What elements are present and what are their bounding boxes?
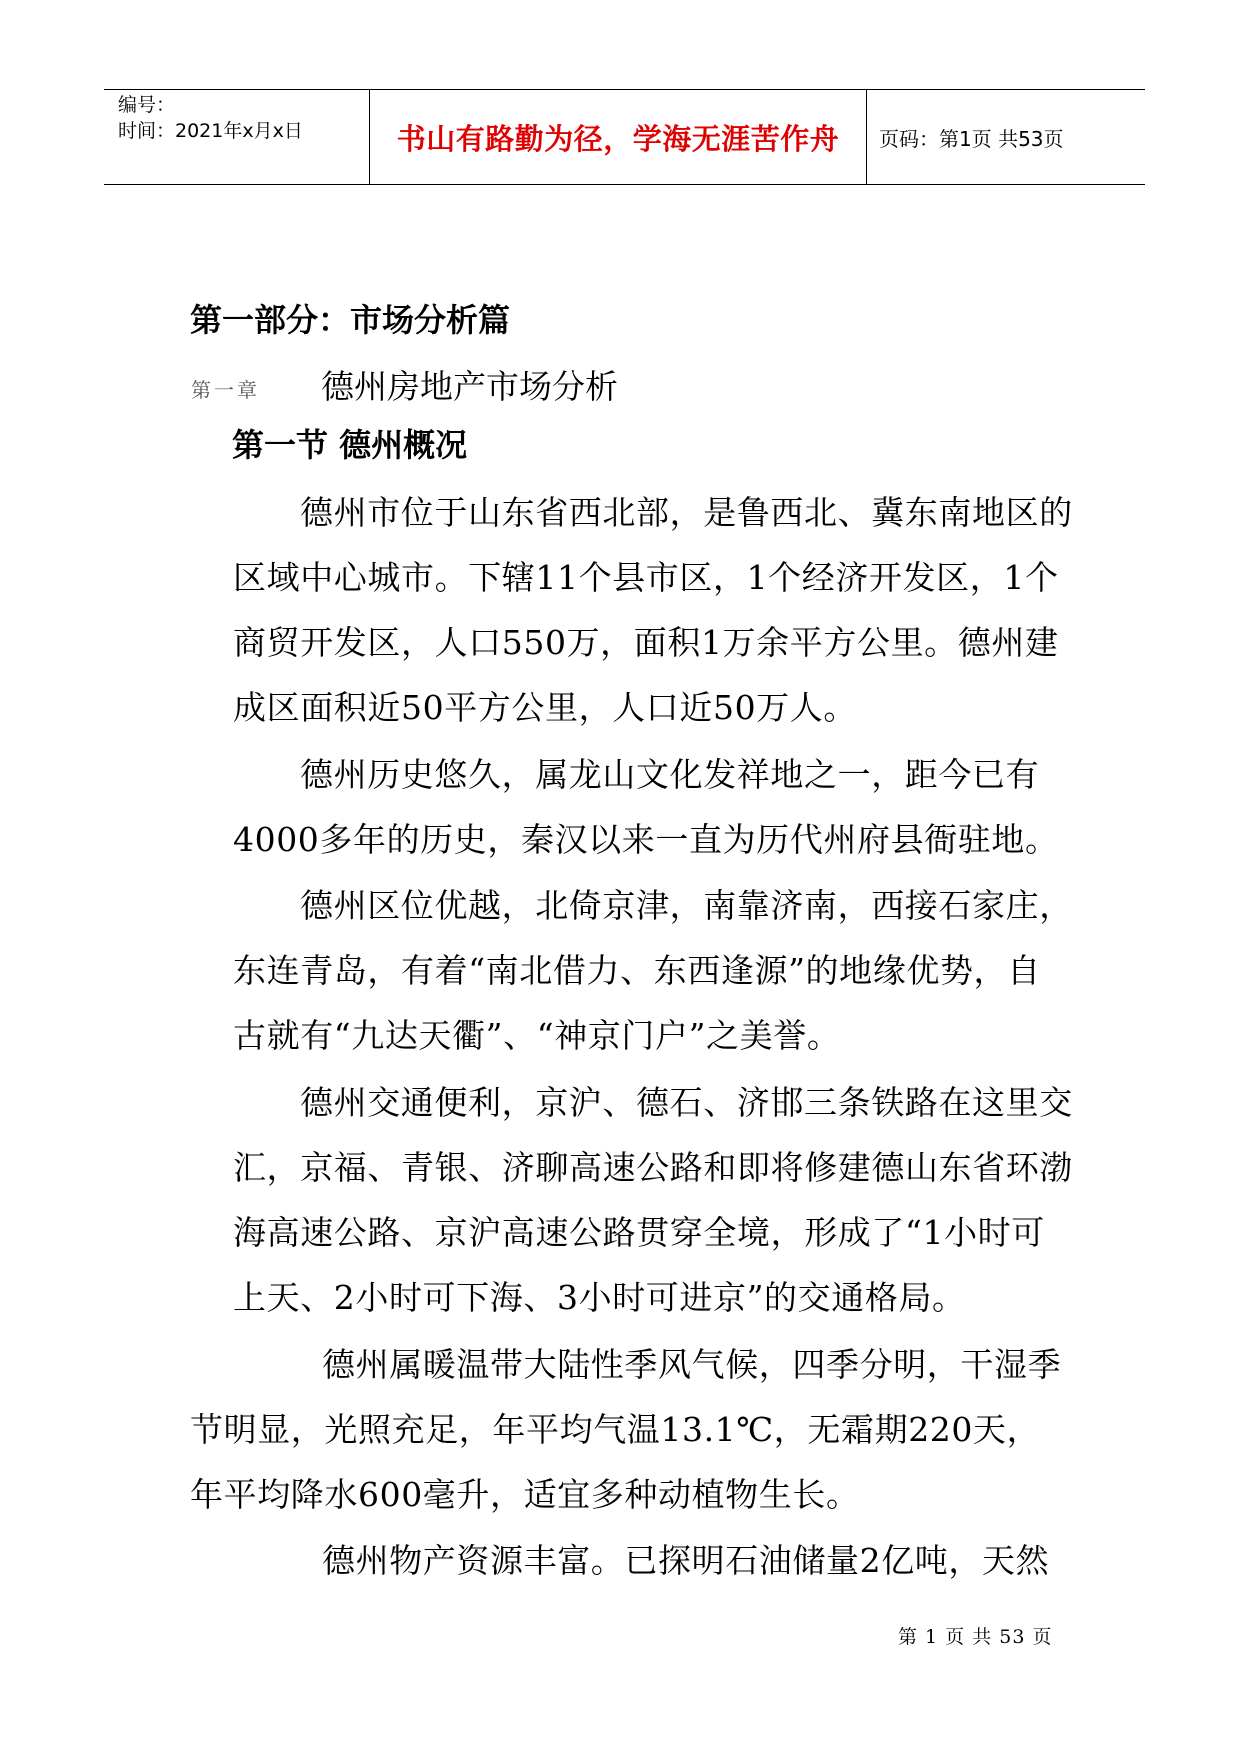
header-page-code: 页码：第1页 共53页 xyxy=(879,126,1064,151)
header-motto: 书山有路勤为径，学海无涯苦作舟 xyxy=(396,121,840,156)
chapter-number: 第一章 xyxy=(191,378,260,402)
chapter-title: 德州房地产市场分析 xyxy=(321,367,618,406)
header-page-cell xyxy=(867,90,1145,184)
section-title: 第一节 德州概况 xyxy=(232,426,468,464)
part-title: 第一部分：市场分析篇 xyxy=(190,301,511,339)
body-line: 成区面积近50平方公里，人口近50万人。 xyxy=(233,688,857,727)
body-line: 上天、2小时可下海、3小时可进京”的交通格局。 xyxy=(233,1278,966,1317)
body-line: 商贸开发区，人口550万，面积1万余平方公里。德州建 xyxy=(233,623,1059,662)
body-line: 德州区位优越，北倚京津，南靠济南，西接石家庄， xyxy=(300,886,1073,925)
document-date-label: 时间：2021年x月x日 xyxy=(118,120,303,142)
page-footer: 第 1 页 共 53 页 xyxy=(898,1626,1053,1648)
body-line: 德州交通便利，京沪、德石、济邯三条铁路在这里交 xyxy=(300,1083,1073,1122)
body-line: 古就有“九达天衢”、“神京门户”之美誉。 xyxy=(233,1016,841,1055)
body-line: 东连青岛，有着“南北借力、东西逢源”的地缘优势，自 xyxy=(233,951,1041,990)
body-line: 年平均降水600毫升，适宜多种动植物生长。 xyxy=(190,1475,860,1514)
page-header xyxy=(104,89,1145,185)
body-line: 节明显，光照充足，年平均气温13.1℃，无霜期220天， xyxy=(190,1410,1041,1449)
body-line: 区域中心城市。下辖11个县市区，1个经济开发区，1个 xyxy=(233,558,1059,597)
header-info-cell xyxy=(104,90,369,184)
document-number-label: 编号： xyxy=(118,94,176,116)
body-line: 汇，京福、青银、济聊高速公路和即将修建德山东省环渤 xyxy=(233,1148,1073,1187)
body-line: 德州物产资源丰富。已探明石油储量2亿吨，天然 xyxy=(322,1541,1050,1580)
body-line: 德州市位于山东省西北部，是鲁西北、冀东南地区的 xyxy=(300,493,1073,532)
body-line: 海高速公路、京沪高速公路贯穿全境，形成了“1小时可 xyxy=(233,1213,1045,1252)
body-line: 德州历史悠久，属龙山文化发祥地之一，距今已有 xyxy=(300,755,1040,794)
body-line: 德州属暖温带大陆性季风气候，四季分明，干湿季 xyxy=(322,1345,1062,1384)
body-line: 4000多年的历史，秦汉以来一直为历代州府县衙驻地。 xyxy=(233,820,1059,859)
header-motto-cell xyxy=(369,90,867,184)
